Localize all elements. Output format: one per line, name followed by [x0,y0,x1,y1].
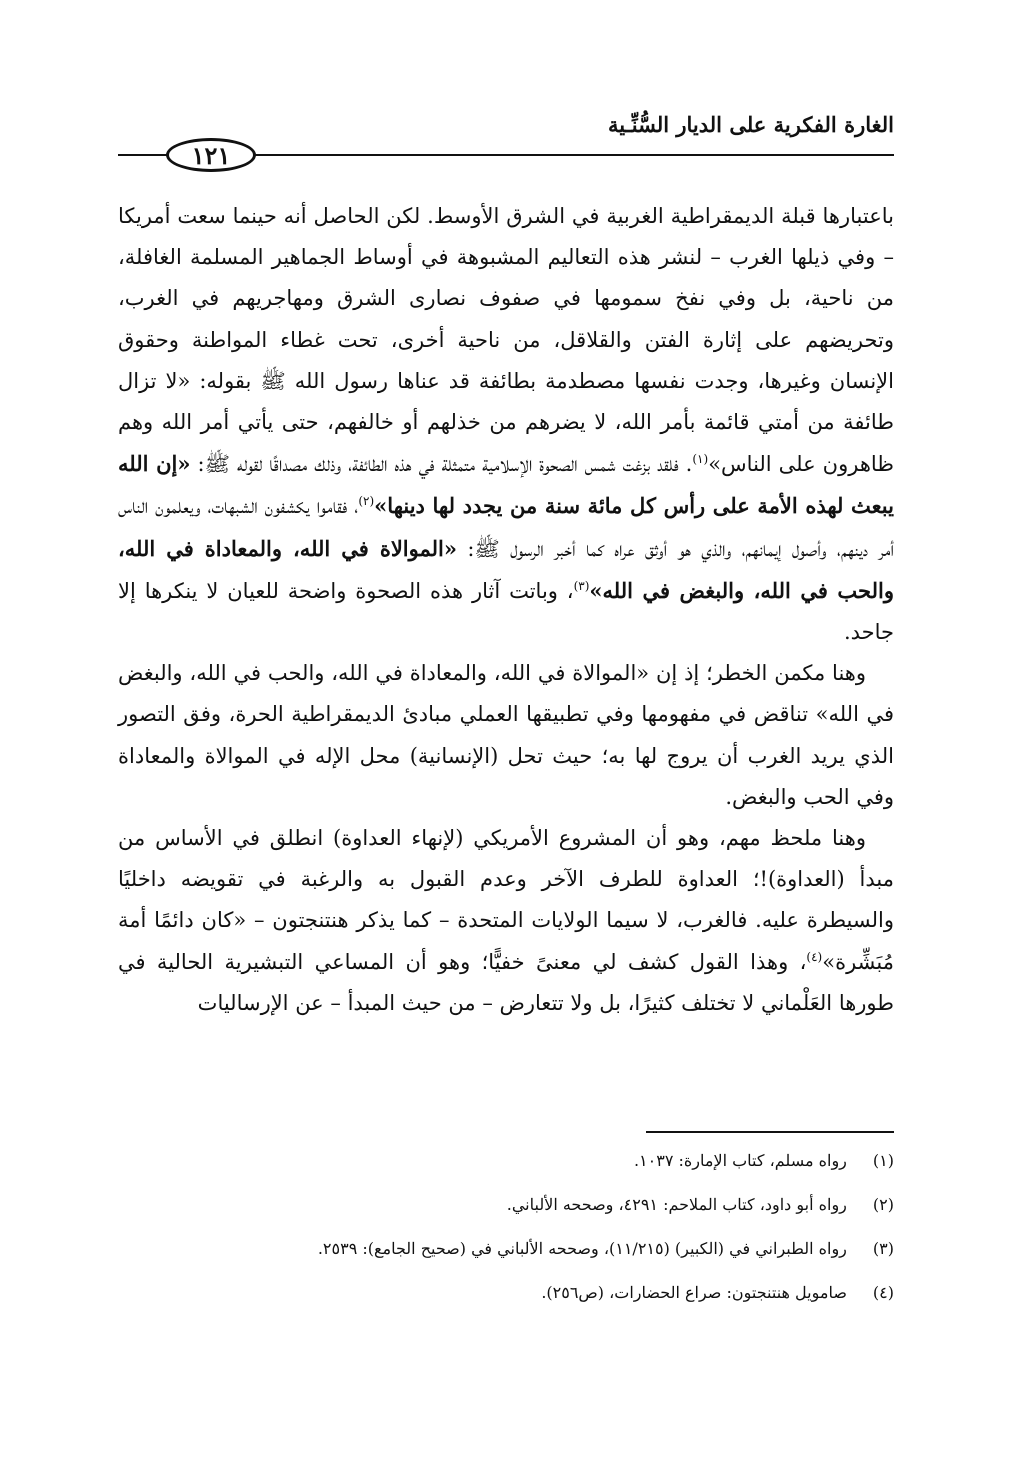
footnotes [118,1150,894,1326]
footnote-3: (٣) رواه الطبراني في (الكبير) (١١/٢١٥)، وصححه الألباني في (صحيح الجامع): ٢٥٣٩. [317,1239,894,1258]
footnote-1: (١) رواه مسلم، كتاب الإمارة: ١٠٣٧. [633,1151,894,1170]
paragraph-3: وهنا ملحظ مهم، وهو أن المشروع الأمريكي (لإنهاء العداوة) انطلق في الأساس من مبدأ (العداوة)!؛ العداوة للطرف الآخر وعدم القبول به والرغبة في تقويضه داخليًا والسيطرة عليه. فالغرب، لا سيما الولايات المتحدة – كما يذكر هنتنجتون – «كان دائمًا أمة مُبَشِّرة»$^{(٤)}$، وهذا القول كشف لي معنىً خفيًّا؛ وهو أن المساعي التبشيرية الحالية في طورها العَلْماني لا تختلف كثيرًا، بل ولا تتعارض – من حيث المبدأ – عن الإرساليات [118,826,894,1015]
page-number: ١٢١ [166,138,256,172]
paragraph-2: وهنا مكمن الخطر؛ إذ إن «الموالاة في الله، والمعاداة في الله، والحب في الله، والبغض في الله» تناقض في مفهومها وفي تطبيقها العملي مبادئ الديمقراطية الحرة، وفق التصور الذي يريد الغرب أن يروج لها به؛ حيث تحل (الإنسانية) محل الإله في الموالاة والمعاداة وفي الحب والبغض. [118,661,894,809]
footnote-ref-2: (٢) [358,494,375,509]
hadith-quote-1: «إن الله يبعث لهذه الأمة على رأس كل مائة سنة من يجدد لها دينها» [118,451,894,519]
page-header [118,100,894,180]
footnote-4: (٤) صامويل هنتنجتون: صراع الحضارات، (ص٢٥٦). [541,1283,894,1302]
paragraph-1: باعتبارها قبلة الديمقراطية الغربية في الشرق الأوسط. لكن الحاصل أنه حينما سعت أمريكا – وفي ذيلها الغرب – لنشر هذه التعاليم المشبوهة في أوساط الجماهير المسلمة الغافلة، من ناحية، بل وفي نفخ سمومها في صفوف نصارى الشرق ومهاجريهم في الغرب، وتحريضهم على إثارة الفتن والقلاقل، من ناحية أخرى، تحت غطاء المواطنة وحقوق الإنسان وغيرها، وجدت نفسها مصطدمة بطائفة قد عناها رسول الله ﷺ بقوله: «لا تزال طائفة من أمتي قائمة بأمر الله، لا يضرهم من خذلهم أو خالفهم، حتى يأتي أمر الله وهم ظاهرون على الناس»$^{(١)}$. فلقد بزغت شمس الصحوة الإسلامية متمثلة في هذه الطائفة، وذلك مصداقًا لقوله ﷺ: «إن الله يبعث لهذه الأمة على رأس كل مائة سنة من يجدد لها دينها»$^{(٢)}$، فقاموا يكشفون الشبهات، ويعلمون الناس أمر دينهم، وأصول إيمانهم، والذي هو أوثق عراه كما أخبر الرسول ﷺ: «الموالاة في الله، والمعاداة في الله، والحب في الله، والبغض في الله»$^{(٣)}$، وباتت آثار هذه الصحوة واضحة للعيان لا ينكرها إلا جاحد. [118,204,895,645]
footnote-ref-4: (٤) [806,949,823,964]
footnote-ref-1: (١) [692,452,709,467]
main-text [118,196,894,1024]
footnote-2: (٢) رواه أبو داود، كتاب الملاحم: ٤٢٩١، وصححه الألباني. [506,1195,894,1214]
footnote-separator [646,1131,894,1133]
footnote-ref-3: (٣) [573,578,590,593]
hadith-quote-2: «الموالاة في الله، والمعاداة في الله، والحب في الله، والبغض في الله» [118,535,894,603]
running-title: الغارة الفكرية على الديار السُّنِّـية [608,112,894,137]
